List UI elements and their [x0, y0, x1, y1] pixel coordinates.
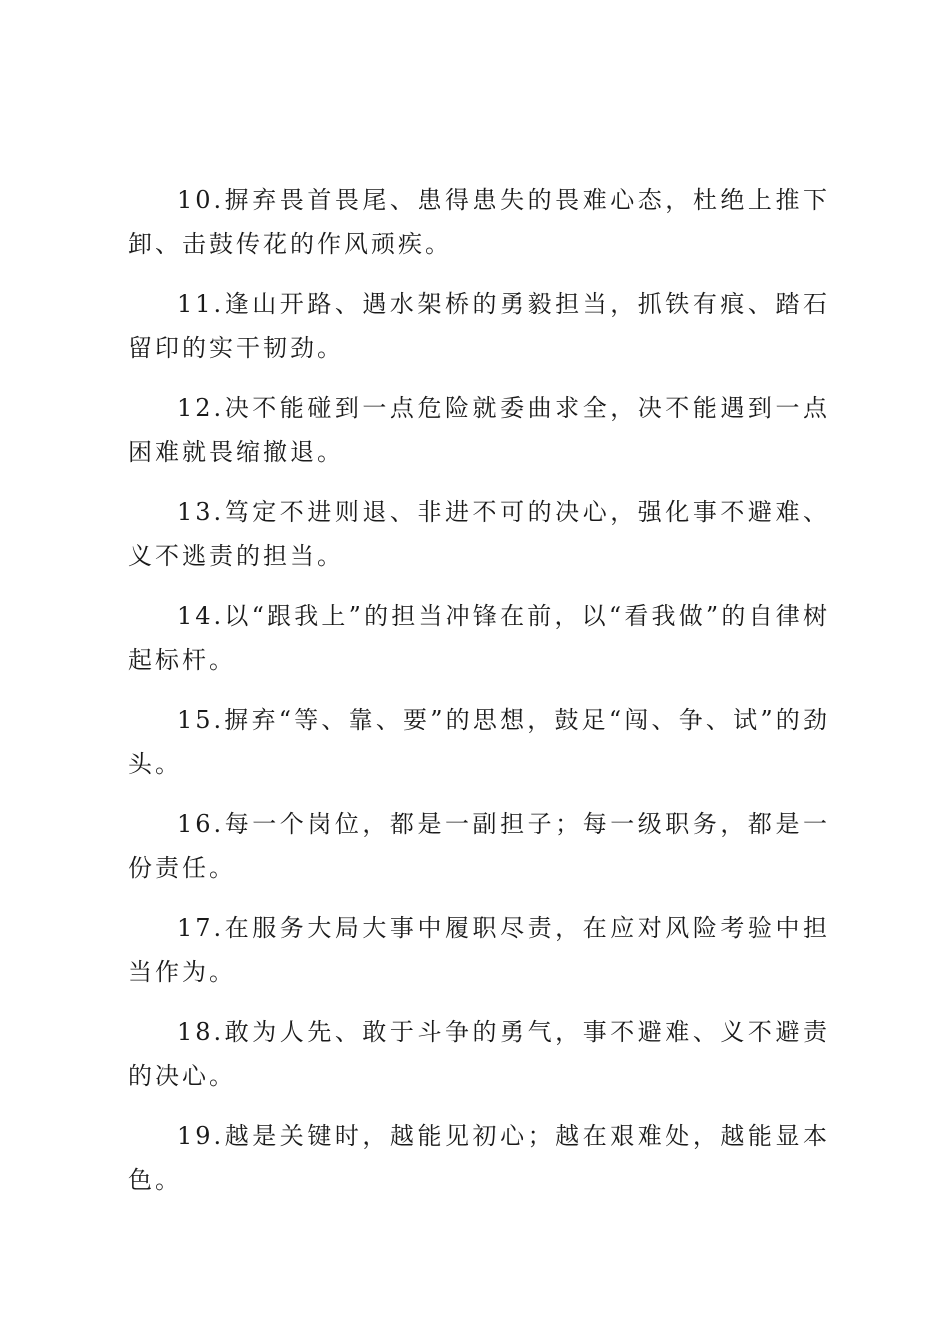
- document-body: [128, 178, 830, 1218]
- paragraph-15: 15.摒弃“等、靠、要”的思想，鼓足“闯、争、试”的劲头。: [128, 706, 830, 778]
- paragraph-12: 12.决不能碰到一点危险就委曲求全，决不能遇到一点困难就畏缩撤退。: [128, 394, 830, 466]
- paragraph-17: 17.在服务大局大事中履职尽责，在应对风险考验中担当作为。: [128, 914, 830, 986]
- paragraph-16: 16.每一个岗位，都是一副担子；每一级职务，都是一份责任。: [128, 810, 830, 882]
- paragraph-13: 13.笃定不进则退、非进不可的决心，强化事不避难、义不逃责的担当。: [128, 498, 830, 570]
- paragraph-11: 11.逢山开路、遇水架桥的勇毅担当，抓铁有痕、踏石留印的实干韧劲。: [128, 290, 830, 362]
- paragraph-14: 14.以“跟我上”的担当冲锋在前，以“看我做”的自律树起标杆。: [128, 602, 830, 674]
- paragraph-10: 10.摒弃畏首畏尾、患得患失的畏难心态，杜绝上推下卸、击鼓传花的作风顽疾。: [128, 186, 830, 258]
- paragraph-19: 19.越是关键时，越能见初心；越在艰难处，越能显本色。: [128, 1122, 830, 1194]
- paragraph-18: 18.敢为人先、敢于斗争的勇气，事不避难、义不避责的决心。: [128, 1018, 830, 1090]
